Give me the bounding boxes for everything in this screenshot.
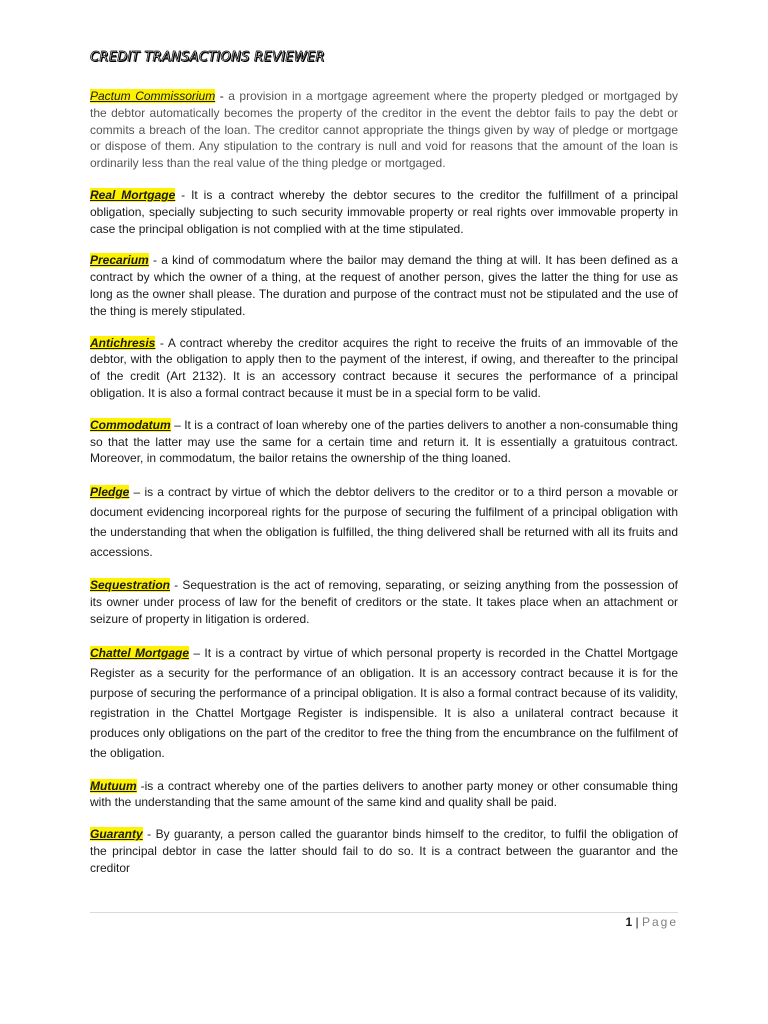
footer-separator: | [635, 915, 639, 929]
entry-definition: A contract whereby the creditor acquires the right to receive the fruits of an immovable of the debtor, with the obligation to apply then to the payment of the interest, if owing, and thereafter to the principal of the credit (Art 2132). It is an accessory contract because it secures the performance of a principal obligation. It is also a formal contract because it must be in a special form to be valid. [90, 335, 678, 400]
entry-term: Pledge [90, 485, 130, 500]
entry-term: Sequestration [90, 578, 171, 593]
page-footer [625, 915, 678, 929]
entry-mutuum [90, 778, 678, 812]
entry-sequestration [90, 577, 678, 627]
entry-definition: It is a contract by virtue of which personal property is recorded in the Chattel Mortgage Register as a security for the performance of an obligation. It is an accessory contract because it is for the purpose of securing the performance of a principal obligation. It is also a formal contract because of its validity, registration in the Chattel Mortgage Register is indispensible. It is also a unilateral contract because it produces only obligations on the part of the creditor to free the thing from the encumbrance on the fulfilment of the obligation. [90, 645, 678, 760]
entry-term: Precarium [90, 253, 149, 268]
entry-separator: - [142, 827, 156, 842]
entry-term: Mutuum [90, 778, 137, 793]
entry-separator: – [129, 485, 145, 500]
glossary-entries [90, 88, 678, 892]
entry-term: Real Mortgage [90, 187, 176, 202]
entry-pactum-commissorium [90, 88, 678, 172]
entry-separator: – [170, 417, 185, 432]
entry-definition: Sequestration is the act of removing, separating, or seizing anything from the possession of its owner under process of law for the benefit of creditors or the state. It takes place when an attachment or seizure of property in litigation is ordered. [90, 578, 679, 626]
entry-definition: It is a contract whereby the debtor secures to the creditor the fulfillment of a principal obligation, specially subjecting to such security immovable property or real rights over immovable property in case the principal obligation is not complied with at the time stipulated. [90, 187, 678, 236]
entry-definition: a kind of commodatum where the bailor may demand the thing at will. It has been defined as a contract by which the owner of a thing, at the request of another person, gives the latter the thing for use as long as the owner shall please. The duration and purpose of the contract must not be stipulated and the use of the thing is merely stipulated. [90, 253, 678, 318]
entry-guaranty [90, 826, 678, 876]
entry-separator: - [155, 335, 168, 350]
entry-term: Pactum Commissorium [90, 89, 216, 103]
document-title: CREDIT TRANSACTIONS REVIEWER [90, 50, 325, 65]
entry-definition: a provision in a mortgage agreement where the property pledged or mortgaged by the debtor automatically becomes the property of the creditor in the event the debtor fails to pay the debt or commits a breach of the loan. The creditor cannot appropriate the things given by way of pledge or mortgage or dispose of them. Any stipulation to the contrary is null and void for reasons that the amount of the loan is ordinarily less than the real value of the thing pledge or mortgaged. [90, 89, 678, 171]
page-number: 1 [625, 915, 633, 929]
entry-term: Chattel Mortgage [90, 645, 190, 660]
entry-commodatum [90, 417, 678, 467]
entry-separator: - [148, 253, 162, 268]
entry-chattel-mortgage [90, 643, 678, 763]
entry-antichresis [90, 335, 678, 402]
entry-definition: By guaranty, a person called the guarantor binds himself to the creditor, to fulfil the obligation of the principal debtor in case the latter should fail to do so. It is a contract between the guarantor and the creditor [90, 827, 678, 875]
entry-real-mortgage [90, 187, 678, 237]
entry-separator: - [175, 187, 192, 202]
entry-precarium [90, 252, 678, 319]
entry-definition: It is a contract of loan whereby one of the parties delivers to another a non-consumable thing so that the latter may use the same for a certain time and return it. It is essentially a gratuitous contract. Moreover, in commodatum, the bailor retains the ownership of the thing loaned. [90, 417, 678, 466]
entry-definition: is a contract whereby one of the parties delivers to another party money or other consumable thing with the understanding that the same amount of the same kind and quality shall be paid. [90, 778, 678, 810]
entry-separator: – [189, 645, 205, 660]
entry-term: Commodatum [90, 417, 171, 432]
entry-definition: is a contract by virtue of which the debtor delivers to the creditor or to a third person a movable or document evidencing incorporeal rights for the purpose of securing the fulfilment of a principal obligation with the understanding that when the obligation is fulfilled, the thing delivered shall be returned with all its fruits and accessions. [90, 485, 678, 560]
entry-separator: - [136, 778, 145, 793]
entry-pledge [90, 482, 678, 562]
entry-term: Antichresis [90, 335, 156, 350]
entry-separator: - [170, 578, 183, 593]
page-label: Page [641, 915, 678, 929]
footer-divider [90, 912, 678, 913]
entry-term: Guaranty [90, 827, 143, 842]
entry-separator: - [215, 89, 229, 103]
